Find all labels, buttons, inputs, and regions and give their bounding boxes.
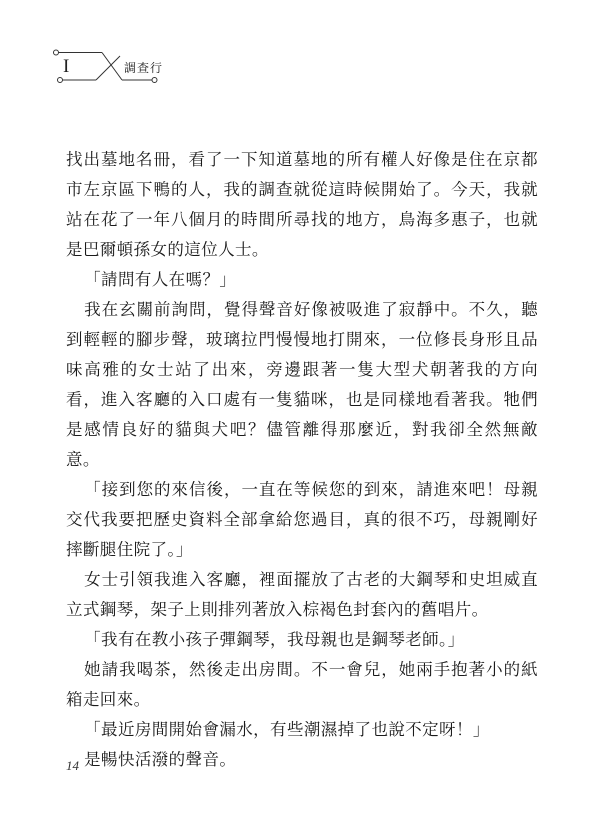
chapter-numeral: I bbox=[63, 56, 70, 77]
header-ornament-lines bbox=[0, 0, 600, 100]
paragraph: 「我有在教小孩子彈鋼琴，我母親也是鋼琴老師。」 bbox=[84, 630, 465, 649]
paragraph: 「接到您的來信後，一直在等候您的到來，請進來吧！母親交代我要把歷史資料全部拿給您過目，真的很不巧，母親剛好摔斷腿住院了。」 bbox=[66, 480, 538, 559]
running-header bbox=[0, 0, 600, 100]
paragraph: 是暢快活潑的聲音。 bbox=[84, 750, 237, 769]
chapter-title: 調查行 bbox=[124, 61, 164, 75]
page-number: 14 bbox=[66, 758, 79, 773]
paragraph: 找出墓地名冊，看了一下知道墓地的所有權人好像是住在京都市左京區下鴨的人，我的調查就從這時候開始了。今天，我就站在花了一年八個月的時間所尋找的地方，鳥海多惠子，也就是巴爾頓孫女的這位人士。 bbox=[66, 150, 538, 259]
paragraph: 我在玄關前詢問，覺得聲音好像被吸進了寂靜中。不久，聽到輕輕的腳步聲，玻璃拉門慢慢地打開來，一位修長身形且品味高雅的女士站了出來，旁邊跟著一隻大型犬朝著我的方向看，進入客廳的入口處有一隻貓咪，也是同樣地看著我。牠們是感情良好的貓與犬吧？儘管離得那麼近，對我卻全然無敵意。 bbox=[66, 300, 538, 469]
paragraph: 她請我喝茶，然後走出房間。不一會兒，她兩手抱著小的紙箱走回來。 bbox=[66, 660, 538, 709]
body-text bbox=[66, 145, 538, 775]
paragraph: 「最近房間開始會漏水，有些潮濕掉了也說不定呀！」 bbox=[84, 720, 490, 739]
paragraph: 「請問有人在嗎？」 bbox=[84, 270, 237, 289]
paragraph: 女士引領我進入客廳，裡面擺放了古老的大鋼琴和史坦威直立式鋼琴，架子上則排列著放入棕褐色封套內的舊唱片。 bbox=[66, 570, 538, 619]
